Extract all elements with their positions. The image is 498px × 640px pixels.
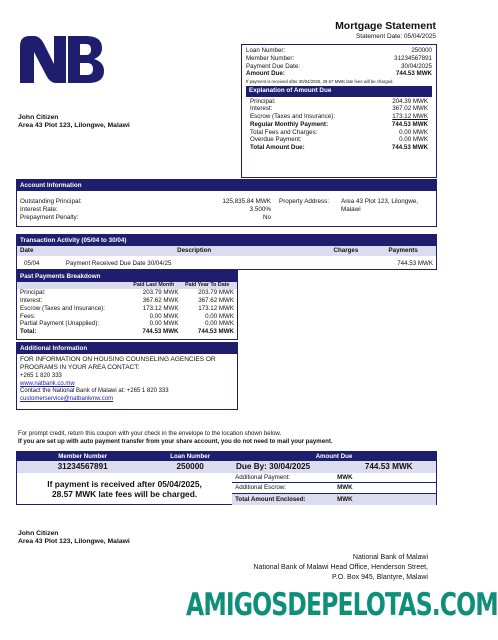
autopay-note: If you are set up with auto payment transfer from your share account, you do not need to mail your payment. — [18, 438, 333, 445]
statement-date: Statement Date: 05/04/2025 — [356, 33, 436, 40]
counseling-phone: +265 1 820 333 — [20, 372, 62, 379]
account-info-box — [16, 179, 437, 227]
explanation-row: Interest: 367.02 MWK — [250, 105, 428, 113]
explanation-row: Total Amount Due: 744.53 MWK — [250, 144, 428, 152]
past-payments-header: Past Payments Breakdown — [17, 271, 237, 282]
bank-name: National Bank of Malawi — [352, 554, 428, 561]
table-row: Escrow (Taxes and Insurance): 173.12 MWK 173.12 MWK — [20, 304, 234, 312]
table-row: Principal: 203.79 MWK 203.79 MWK — [20, 289, 234, 297]
loan-summary-box — [241, 44, 437, 178]
account-row: Prepayment Penalty: No — [20, 213, 271, 221]
member-number-row: Member Number: 31234567891 — [246, 54, 432, 62]
table-row: 05/04 Payment Received Due Date 30/04/25 744.53 MWK — [24, 259, 433, 267]
bank-address-line2: P.O. Box 945, Blantyre, Malawi — [332, 573, 428, 581]
transaction-header: Transaction Activity (05/04 to 30/04) — [17, 235, 436, 246]
additional-escrow-row: Additional Escrow: MWK — [232, 483, 436, 494]
account-info-header: Account Information — [17, 180, 436, 191]
additional-payment-row: Additional Payment: MWK — [232, 473, 436, 484]
account-row: Interest Rate: 3.500% — [20, 205, 271, 213]
loan-number-row: Loan Number: 250000 — [246, 47, 432, 54]
late-fee-note: If payment is received after 30/04/2025, 28.57 MWK late fees will be charged. — [246, 78, 394, 84]
bank-logo — [18, 34, 104, 84]
transaction-box — [16, 234, 437, 270]
explanation-row: Escrow (Taxes and Insurance): 173.12 MWK — [250, 113, 428, 121]
payment-due-row: Payment Due Date: 30/04/2025 — [246, 62, 432, 70]
explanation-row: Total Fees and Charges: 0.00 MWK — [250, 128, 428, 136]
property-address-label: Property Address: — [279, 197, 330, 205]
coupon-values-row: 31234567891 250000 Due By: 30/04/2025 744.53 MWK — [17, 461, 436, 472]
transaction-columns: Date Description Charges Payments — [17, 246, 436, 256]
explanation-header: Explanation of Amount Due — [246, 86, 432, 97]
bank-website-link[interactable]: www.natbank.co.mw — [20, 380, 75, 387]
table-row: Fees: 0.00 MWK 0.00 MWK — [20, 312, 234, 320]
customer-service-email[interactable]: customerservice@natbankmw.com — [20, 396, 114, 403]
customer-address: Area 43 Plot 123, Lilongwe, Malawi — [18, 122, 130, 129]
table-row: Total: 744.53 MWK 744.53 MWK — [20, 328, 234, 336]
payment-coupon — [16, 451, 437, 505]
statement-title: Mortgage Statement — [335, 20, 436, 32]
explanation-row: Principal: 204.39 MWK — [250, 97, 428, 105]
explanation-row: Regular Monthly Payment: 744.53 MWK — [250, 120, 428, 128]
customer-name: John Citizen — [18, 114, 59, 121]
table-row: Interest: 367.62 MWK 367.62 MWK — [20, 297, 234, 305]
table-row: Partial Payment (Unapplied): 0.00 MWK 0.00 MWK — [20, 320, 234, 328]
additional-info-box — [16, 342, 238, 410]
late-fee-warning: If payment is received after 05/04/2025, 28.57 MWK late fees will be charged. — [47, 478, 202, 500]
account-row: Outstanding Principal: 125,835.84 MWK — [20, 197, 271, 205]
additional-info-header: Additional Information — [17, 343, 237, 354]
past-payments-box: Past Payments Breakdown Paid Last Month Paid Year To Date Principal: 203.79 MWK 203.79 MWK Interest: 367.62 MWK 367.62 MWK Escrow (Taxes and Insurance): 173.12 MWK 173.12 MWK Fees: 0.00 MWK 0.00 MWK Partial Payment (Unapplied): 0.00 MWK 0.00 MWK Total: 744.53 MWK 744.53 MWK — [16, 270, 238, 340]
amount-due-row: Amount Due: 744.53 MWK — [246, 70, 432, 78]
property-address-value: Area 43 Plot 123, Lilongwe, Malawi — [341, 197, 419, 213]
mailing-name: John Citizen — [18, 530, 59, 537]
explanation-row: Overdue Payment: 0.00 MWK — [250, 136, 428, 144]
coupon-instruction: For prompt credit, return this coupon with your check in the envelope to the location shown below. — [18, 430, 282, 437]
bank-address-line1: National Bank of Malawi Head Office, Henderson Street, — [253, 563, 428, 571]
watermark-text: AMIGOSDEPELOTAS.COM — [186, 587, 498, 623]
total-enclosed-row: Total Amount Enclosed: MWK — [232, 494, 436, 505]
coupon-header-row: Member Number Loan Number Amount Due — [17, 452, 436, 461]
contact-text: Contact the National Bank of Malawi at: +265 1 820 333 — [20, 388, 169, 395]
mailing-address: Area 43 Plot 123, Lilongwe, Malawi — [18, 538, 130, 545]
counseling-text: FOR INFORMATION ON HOUSING COUNSELING AGENCIES OR PROGRAMS IN YOUR AREA CONTACT: — [20, 355, 216, 372]
